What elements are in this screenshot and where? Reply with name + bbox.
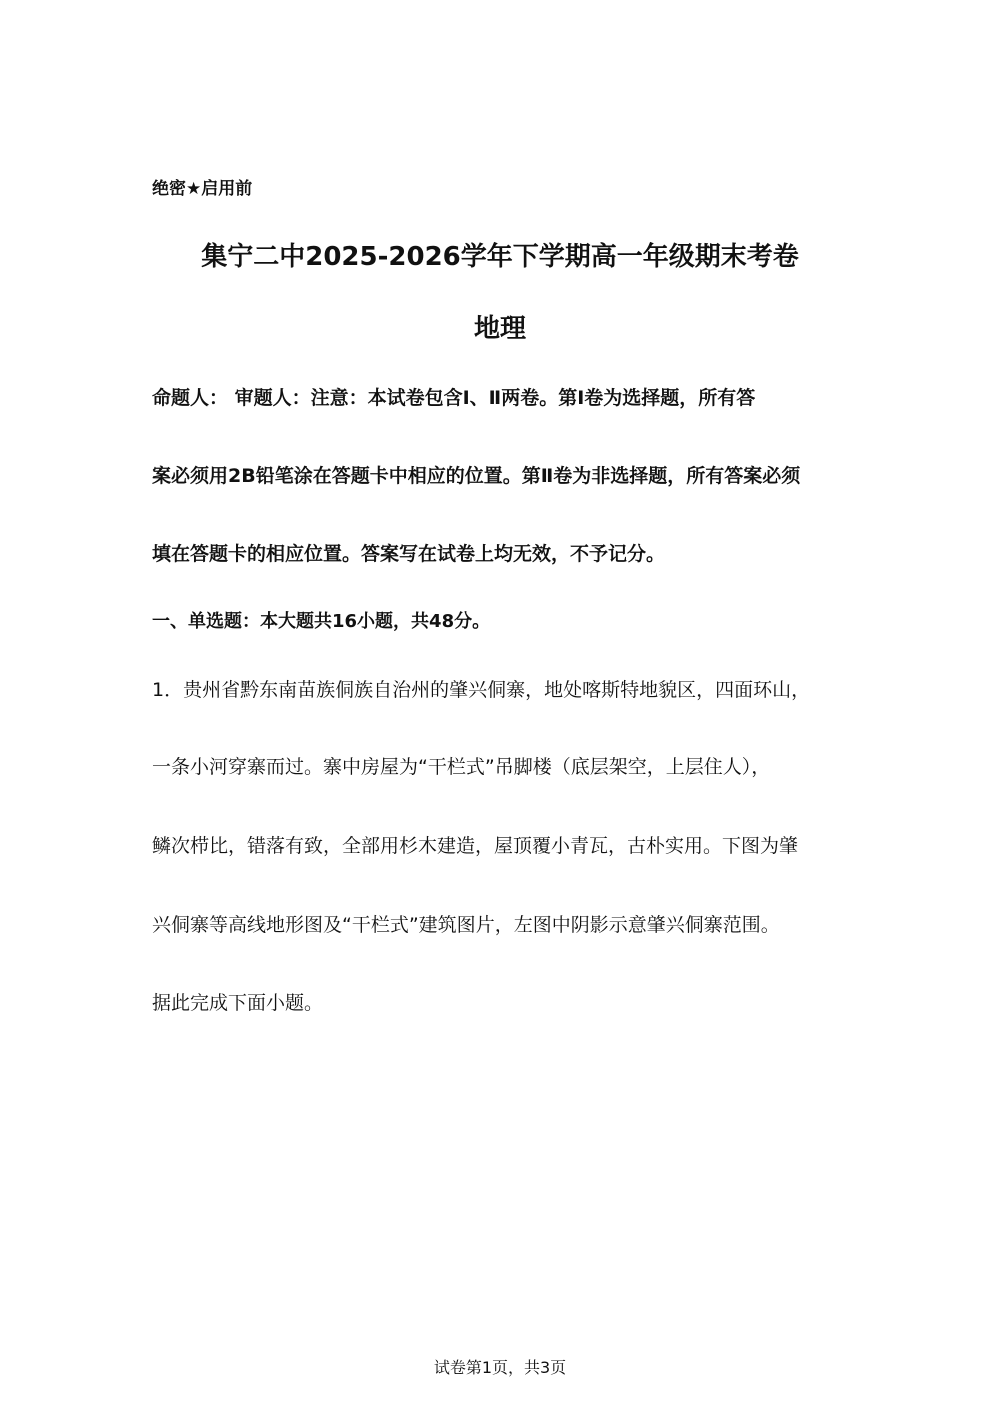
subject-title: 地理 xyxy=(473,314,526,344)
question-text-line: 兴侗寨等高线地形图及“干栏式”建筑图片，左图中阴影示意肇兴侗寨范围。 xyxy=(152,914,780,936)
page-footer: 试卷第1页，共3页 xyxy=(433,1358,567,1377)
section-heading: 一、单选题：本大题共16小题，共48分。 xyxy=(152,611,491,632)
notice-line: 填在答题卡的相应位置。答案写在试卷上均无效，不予记分。 xyxy=(152,543,666,565)
notice-line: 案必须用2B铅笔涂在答题卡中相应的位置。第Ⅱ卷为非选择题，所有答案必须 xyxy=(152,465,801,487)
question-text-line: 鳞次栉比，错落有致，全部用杉木建造，屋顶覆小青瓦，古朴实用。下图为肇 xyxy=(152,835,799,857)
notice-line: 命题人： 审题人：注意：本试卷包含Ⅰ、Ⅱ两卷。第Ⅰ卷为选择题，所有答 xyxy=(152,387,756,409)
question-text-line: 一条小河穿寨而过。寨中房屋为“干栏式”吊脚楼（底层架空，上层住人）， xyxy=(152,756,771,778)
confidential-mark: 绝密★启用前 xyxy=(152,179,253,199)
question-text-line: 据此完成下面小题。 xyxy=(152,992,324,1014)
question-text-line: 1．贵州省黔东南苗族侗族自治州的肇兴侗寨，地处喀斯特地貌区，四面环山， xyxy=(152,679,811,701)
exam-title: 集宁二中2025-2026学年下学期高一年级期末考卷 xyxy=(201,242,799,272)
